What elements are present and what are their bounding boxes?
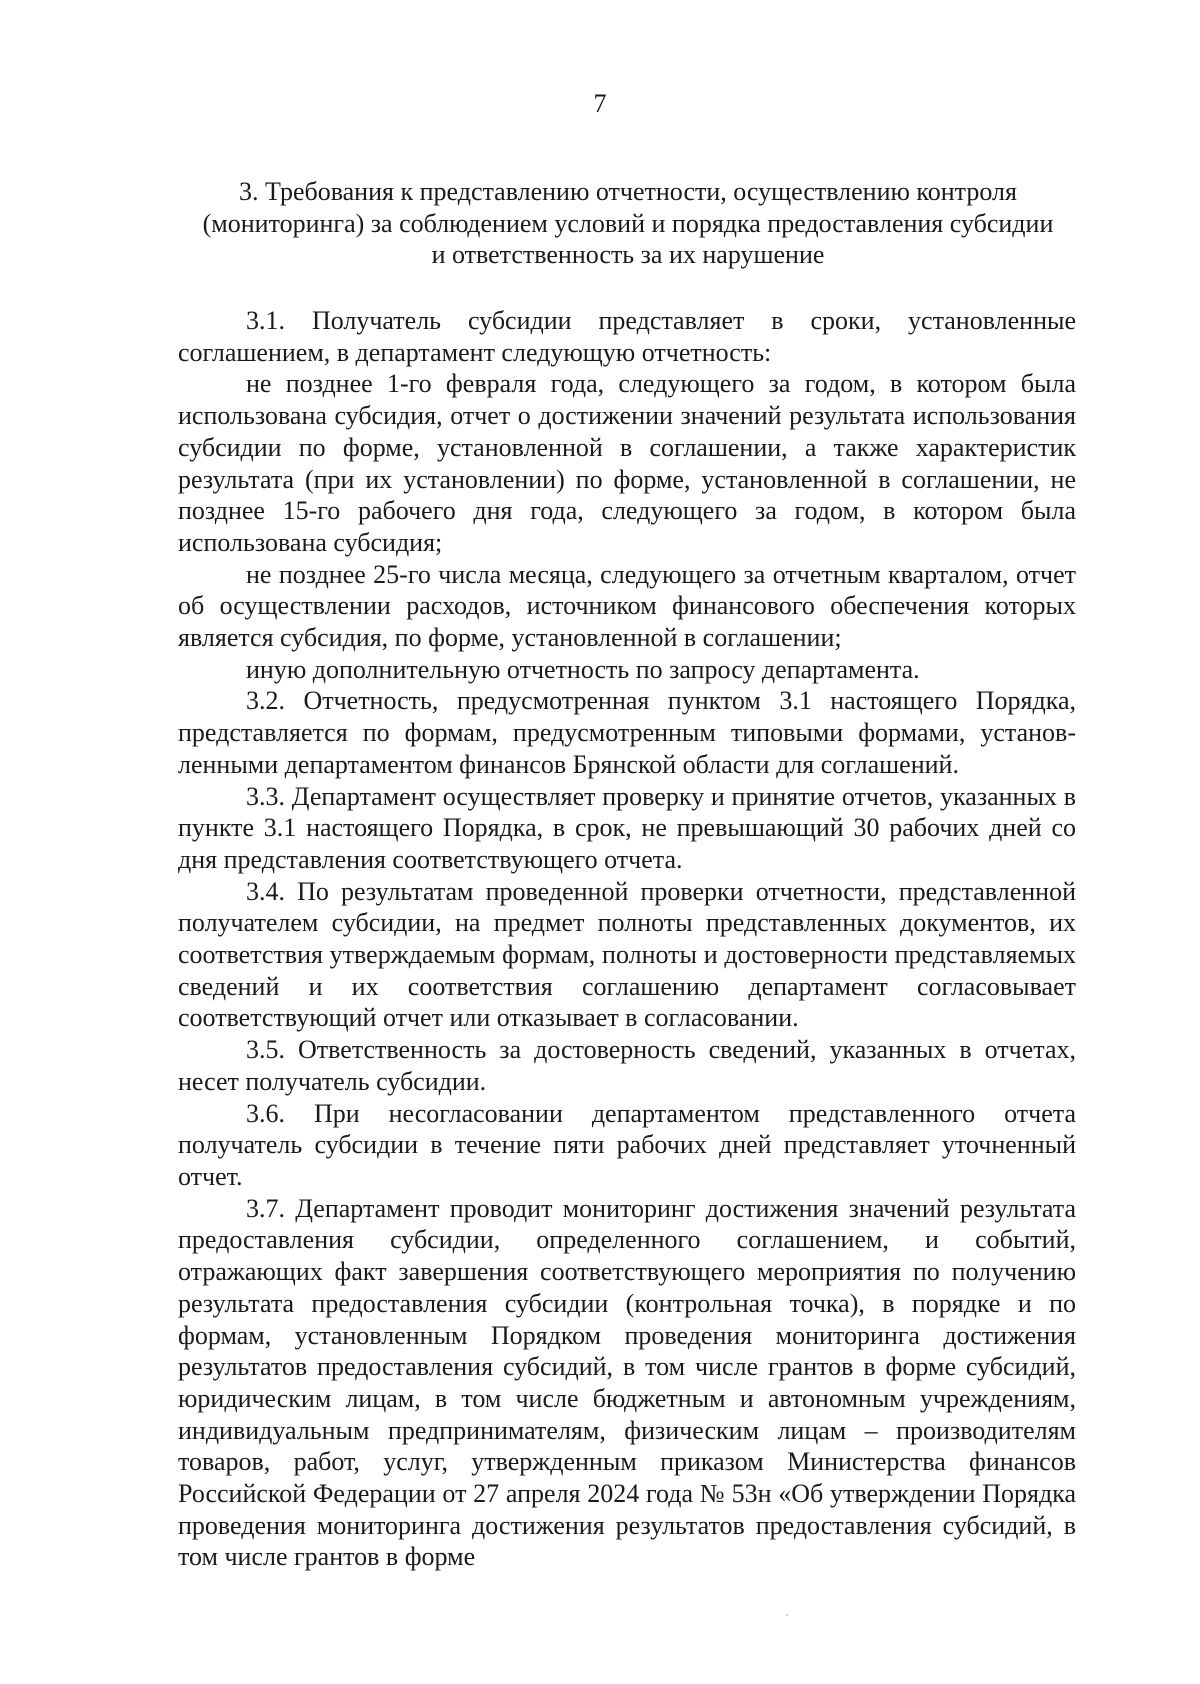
scan-speck <box>786 1614 788 1616</box>
document-body <box>178 305 1076 1573</box>
paragraph-3-1-item-3: иную дополнительную отчетность по запросу департамента. <box>246 654 920 684</box>
paragraph-3-1-item-2: не позднее 25-го числа месяца, следующего за отчетным кварталом, отчет об осуществлении расходов, источником финансового обеспечения которых является субсидия, по форме, установленной в соглашении; <box>178 559 1076 653</box>
paragraph-3-7: 3.7. Департамент проводит мониторинг достижения значений результата предоставления субсидии, определенного соглашением, и событий, отражающих факт завершения соответствующего мероприятия по получению результата предоставления субсидии (контрольная точка), в порядке и по формам, установленным Порядком проведения мониторинга достижения результатов предоставления субсидий, в том числе грантов в форме субсидий, юридическим лицам, в том числе бюджетным и автономным учреждениям, индивидуальным предпринимателям, физическим лицам – производителям товаров, работ, услуг, утвержденным приказом Министерства финансов Российской Федерации от 27 апреля 2024 года № 53н «Об утверждении Порядка проведения мониторинга достижения результатов предоставления субсидий, в том числе грантов в форме <box>178 1193 1076 1572</box>
heading-line: 3. Требования к представлению отчетности, осуществлению контроля <box>239 177 1017 206</box>
page-number: 7 <box>593 89 607 118</box>
paragraph-3-1-item-1: не позднее 1-го февраля года, следующего за годом, в котором была использована субсидия, отчет о достижении значений результата использования субсидии по форме, установленной в соглашении, а также характеристик результата (при их установлении) по форме, установленной в соглашении, не позднее 15-го рабочего дня года, следующего за годом, в котором была использована субсидия; <box>178 369 1076 557</box>
paragraph-3-1: 3.1. Получатель субсидии представляет в сроки, установленные соглашением, в департамент следующую отчетность: <box>178 306 1076 367</box>
paragraph-3-3: 3.3. Департамент осуществляет проверку и принятие отчетов, указанных в пункте 3.1 настоящего Порядка, в срок, не превышающий 30 рабочих дней со дня представления соответствующего отчета. <box>178 781 1076 874</box>
paragraph-3-4: 3.4. По результатам проведенной проверки отчетности, представленной получателем субсидии, на предмет полноты представленных документов, их соответствия утверждаемым формам, полноты и достоверности представляемых сведений и их соответствия соглашению департамент согласовывает соответствующий отчет или отказывает в согласовании. <box>178 876 1076 1033</box>
section-heading <box>178 176 1078 271</box>
heading-line: и ответственность за их нарушение <box>431 240 825 269</box>
heading-line: (мониторинга) за соблюдением условий и порядка предоставления субсидии <box>202 208 1054 238</box>
paragraph-3-2: 3.2. Отчетность, предусмотренная пунктом 3.1 настоящего Порядка, представляется по формам, предусмотренным типовыми формами, установленными департаментом финансов Брянской области для соглашений. <box>178 686 1076 779</box>
paragraph-3-6: 3.6. При несогласовании департаментом представленного отчета получатель субсидии в течение пяти рабочих дней представляет уточненный отчет. <box>178 1098 1076 1191</box>
paragraph-3-5: 3.5. Ответственность за достоверность сведений, указанных в отчетах, несет получатель субсидии. <box>178 1035 1076 1096</box>
